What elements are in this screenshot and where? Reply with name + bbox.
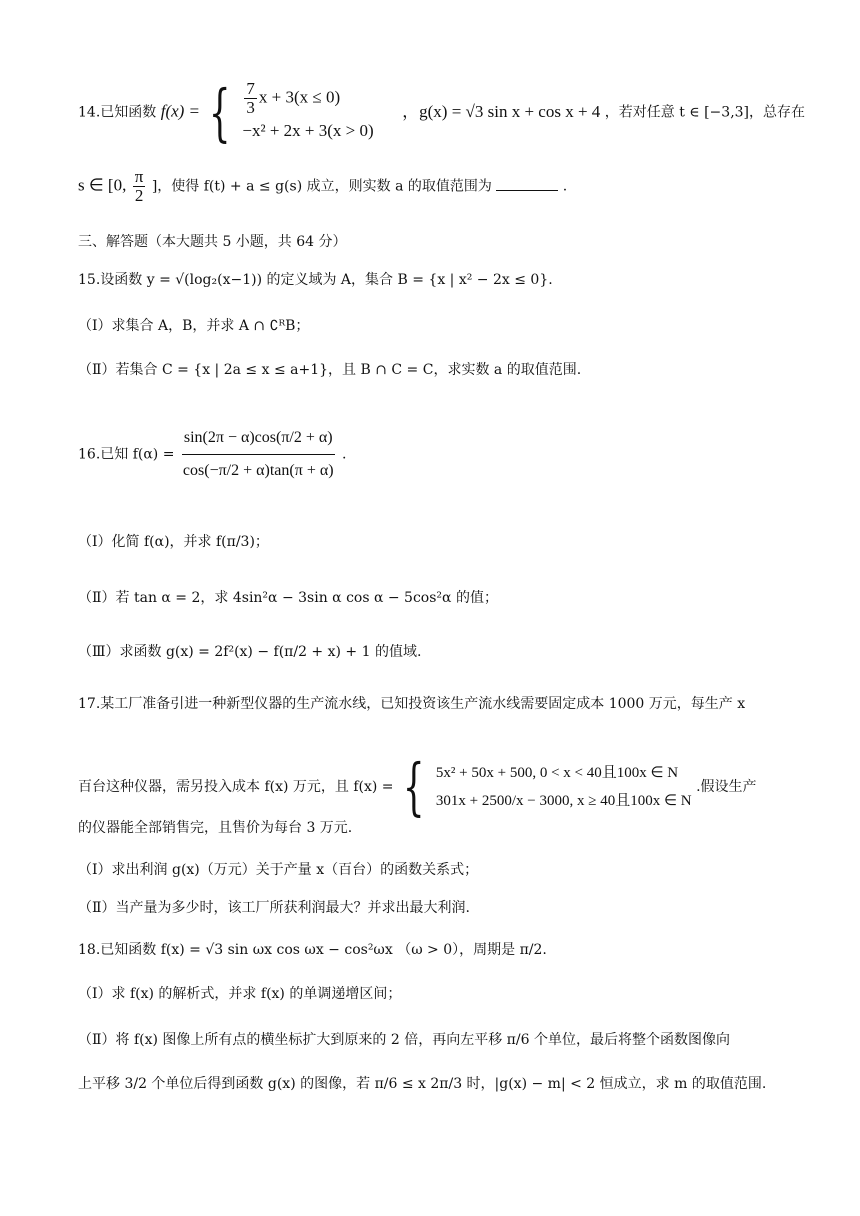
q14-case2: −x² + 2x + 3(x > 0) <box>242 121 374 140</box>
q14-line2 <box>78 168 567 205</box>
q14-fx: f(x) = <box>160 101 201 121</box>
q16-part3: （Ⅲ）求函数 g(x) = 2f²(x) − f(π/2 + x) + 1 的值域. <box>78 644 422 660</box>
q14-cond: ，若对任意 t ∈ [−3,3]，总存在 <box>604 104 806 121</box>
q16-numerator: sin(2π − α)cos(π/2 + α) <box>182 422 335 455</box>
q14-prefix: 14.已知函数 <box>78 104 157 121</box>
q18-part2-line2: 上平移 3/2 个单位后得到函数 g(x) 的图像，若 π/6 ≤ x 2π/3 时，|g(x) − m| < 2 恒成立，求 m 的取值范围. <box>78 1076 767 1092</box>
q18-part1: （Ⅰ）求 f(x) 的解析式，并求 f(x) 的单调递增区间； <box>78 986 402 1002</box>
q16-stem <box>78 422 346 487</box>
section-3-heading: 三、解答题（本大题共 5 小题，共 64 分） <box>78 234 347 250</box>
q17-line2-start: 百台这种仪器，需另投入成本 f(x) 万元，且 f(x) = <box>78 779 394 795</box>
q14-s-interval: s ∈ [0, <box>78 175 127 195</box>
q17-line2-end: .假设生产 <box>696 779 757 795</box>
q15-part2: （Ⅱ）若集合 C = {x | 2a ≤ x ≤ a+1}，且 B ∩ C = C，求实数 a 的取值范围. <box>78 362 582 378</box>
q17-case1: 5x² + 50x + 500, 0 < x < 40且100x ∈ N <box>435 765 679 781</box>
q14-tail: ]，使得 f(t) + a ≤ g(s) 成立，则实数 a 的取值范围为 <box>151 178 492 195</box>
q17-line3: 的仪器能全部销售完，且售价为每台 3 万元. <box>78 820 353 836</box>
q15-stem: 15.设函数 y = √(log₂(x−1)) 的定义域为 A，集合 B = {x | x² − 2x ≤ 0}. <box>78 272 553 288</box>
q16-prefix: 16.已知 f(α) = <box>78 446 175 463</box>
q14-period: . <box>562 178 568 195</box>
q17-line1: 17.某工厂准备引进一种新型仪器的生产流水线，已知投资该生产流水线需要固定成本 1000 万元，每生产 x <box>78 696 746 712</box>
q18-part2-line1: （Ⅱ）将 f(x) 图像上所有点的横坐标扩大到原来的 2 倍，再向左平移 π/6 个单位，最后将整个函数图像向 <box>78 1032 730 1048</box>
q14-brace: { <box>209 75 232 149</box>
q17-cases <box>436 759 692 815</box>
q14-gx: ，g(x) = √3 sin x + cos x + 4 <box>402 101 601 121</box>
q17-part1: （Ⅰ）求出利润 g(x)（万元）关于产量 x（百台）的函数关系式； <box>78 862 479 878</box>
q14-cases <box>242 80 373 145</box>
q14-case1: x + 3(x ≤ 0) <box>258 87 341 107</box>
q15-part1: （Ⅰ）求集合 A，B，并求 A ∩ ∁ᴿB； <box>78 318 310 334</box>
q14-case1-num: 7 <box>246 79 255 98</box>
q17-part2: （Ⅱ）当产量为多少时，该工厂所获利润最大？并求出最大利润. <box>78 900 470 916</box>
q16-denominator: cos(−π/2 + α)tan(π + α) <box>182 462 334 479</box>
q14-case1-den: 3 <box>246 98 255 117</box>
q17-case2: 301x + 2500/x − 3000, x ≥ 40且100x ∈ N <box>435 793 692 809</box>
q18-stem: 18.已知函数 f(x) = √3 sin ωx cos ωx − cos²ωx （ω > 0），周期是 π/2. <box>78 942 547 958</box>
q17-line2 <box>78 750 757 823</box>
q16-period: . <box>342 446 347 463</box>
answer-blank[interactable] <box>496 176 558 191</box>
q16-part2: （Ⅱ）若 tan α = 2，求 4sin²α − 3sin α cos α − 5cos²α 的值； <box>78 590 498 606</box>
q16-part1: （Ⅰ）化简 f(α)，并求 f(π/3)； <box>78 534 269 550</box>
q17-brace: { <box>402 750 425 823</box>
q14-pi: π <box>134 167 144 186</box>
q14-line1 <box>78 75 806 149</box>
q14-two: 2 <box>134 186 144 205</box>
